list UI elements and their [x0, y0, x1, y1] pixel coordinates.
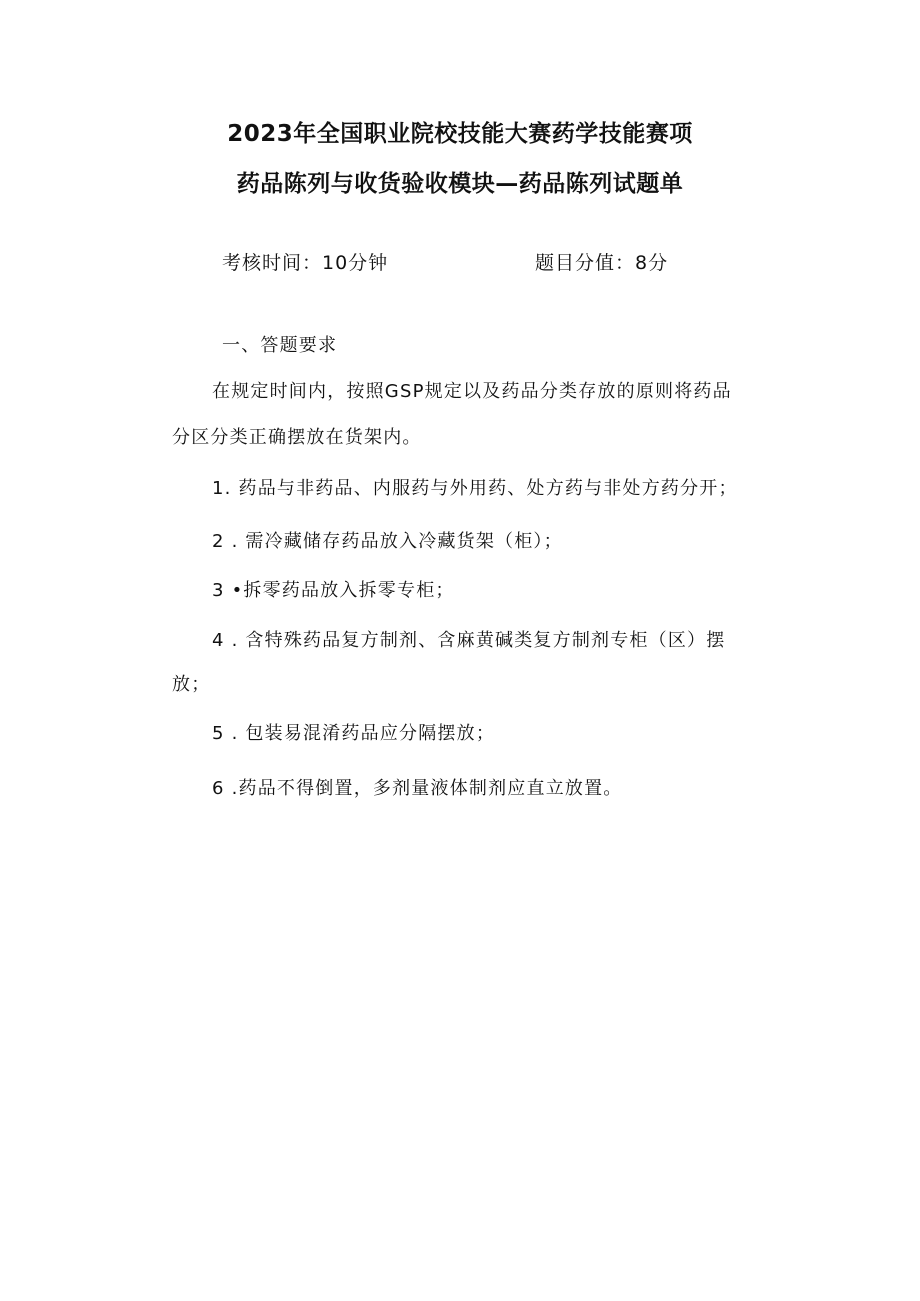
intro-line-2: 分区分类正确摆放在货架内。 [172, 427, 422, 448]
requirement-item-3: 3 •拆零药品放入拆零专柜； [212, 580, 455, 601]
requirement-item-6: 6 .药品不得倒置，多剂量液体制剂应直立放置。 [212, 778, 623, 799]
score-value: 题目分值：8分 [535, 252, 669, 274]
requirement-item-4: 4 . 含特殊药品复方制剂、含麻黄碱类复方制剂专柜（区）摆 [212, 630, 726, 651]
section-heading: 一、答题要求 [222, 335, 338, 356]
intro-line-1: 在规定时间内，按照GSP规定以及药品分类存放的原则将药品 [212, 381, 732, 402]
requirement-item-4-continued: 放； [172, 674, 211, 695]
requirement-item-2: 2 . 需冷藏储存药品放入冷藏货架（柜）； [212, 531, 563, 552]
requirement-item-1: 1. 药品与非药品、内服药与外用药、处方药与非处方药分开； [212, 478, 738, 499]
document-title-line-1: 2023年全国职业院校技能大赛药学技能赛项 [227, 121, 693, 147]
document-title-line-2: 药品陈列与收货验收模块—药品陈列试题单 [236, 171, 684, 197]
exam-time: 考核时间：10分钟 [222, 252, 389, 274]
requirement-item-5: 5 . 包装易混淆药品应分隔摆放； [212, 723, 496, 744]
